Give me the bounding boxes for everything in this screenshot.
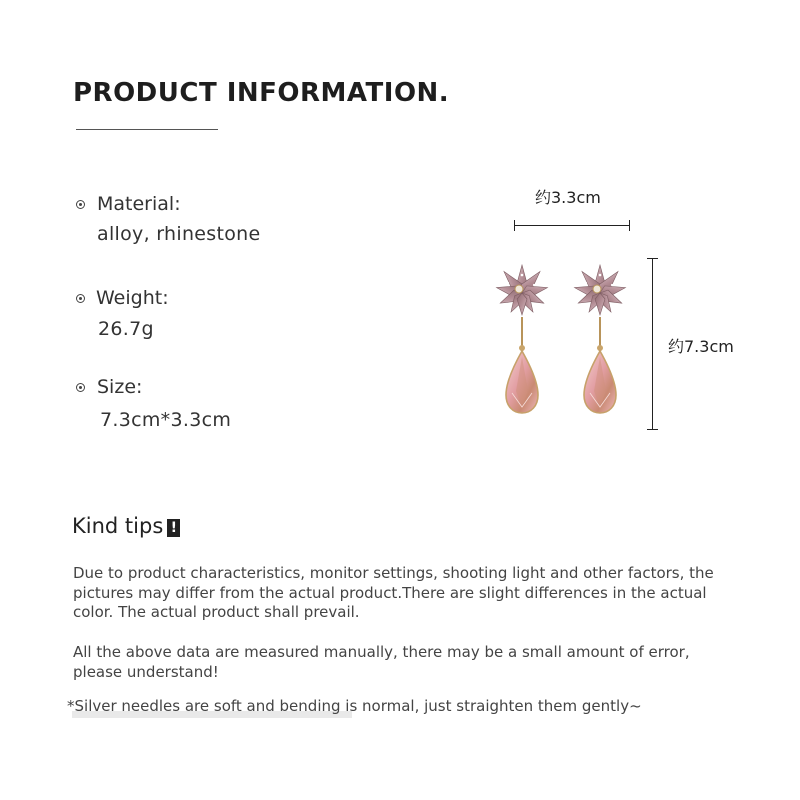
left-earring <box>495 265 548 413</box>
tips-paragraph-2: All the above data are measured manually, there may be a small amount of error, please understand! <box>73 643 690 681</box>
bullet-icon <box>76 294 85 303</box>
title-underline <box>76 129 218 130</box>
earrings-image <box>480 255 650 425</box>
height-dimension-line <box>652 258 653 429</box>
spec-label: Material: <box>97 193 181 215</box>
width-dimension-tick <box>514 220 515 231</box>
height-dimension-label: 约7.3cm <box>668 337 734 356</box>
width-dimension-tick <box>629 220 630 231</box>
bullet-icon <box>76 383 85 392</box>
kind-tips-label: Kind tips <box>72 514 164 538</box>
width-dimension-label: 约3.3cm <box>535 188 601 207</box>
spec-label: Weight: <box>96 287 169 309</box>
exclamation-icon: ! <box>167 519 180 537</box>
right-earring <box>573 265 626 413</box>
bullet-icon <box>76 200 85 209</box>
tips-paragraph-1: Due to product characteristics, monitor settings, shooting light and other factors, the pictures may differ from the actual product.There are slight differences in the actual color. The actual product shall prevail. <box>73 564 714 621</box>
height-dimension-tick <box>647 429 658 430</box>
width-dimension-line <box>514 225 630 226</box>
spec-value: 26.7g <box>98 318 154 340</box>
spec-label: Size: <box>97 376 143 398</box>
spec-value: alloy, rhinestone <box>97 223 261 245</box>
needle-note: *Silver needles are soft and bending is normal, just straighten them gently~ <box>67 697 642 715</box>
page-title: PRODUCT INFORMATION. <box>73 78 450 108</box>
kind-tips-title <box>72 514 180 538</box>
spec-value: 7.3cm*3.3cm <box>100 409 232 431</box>
